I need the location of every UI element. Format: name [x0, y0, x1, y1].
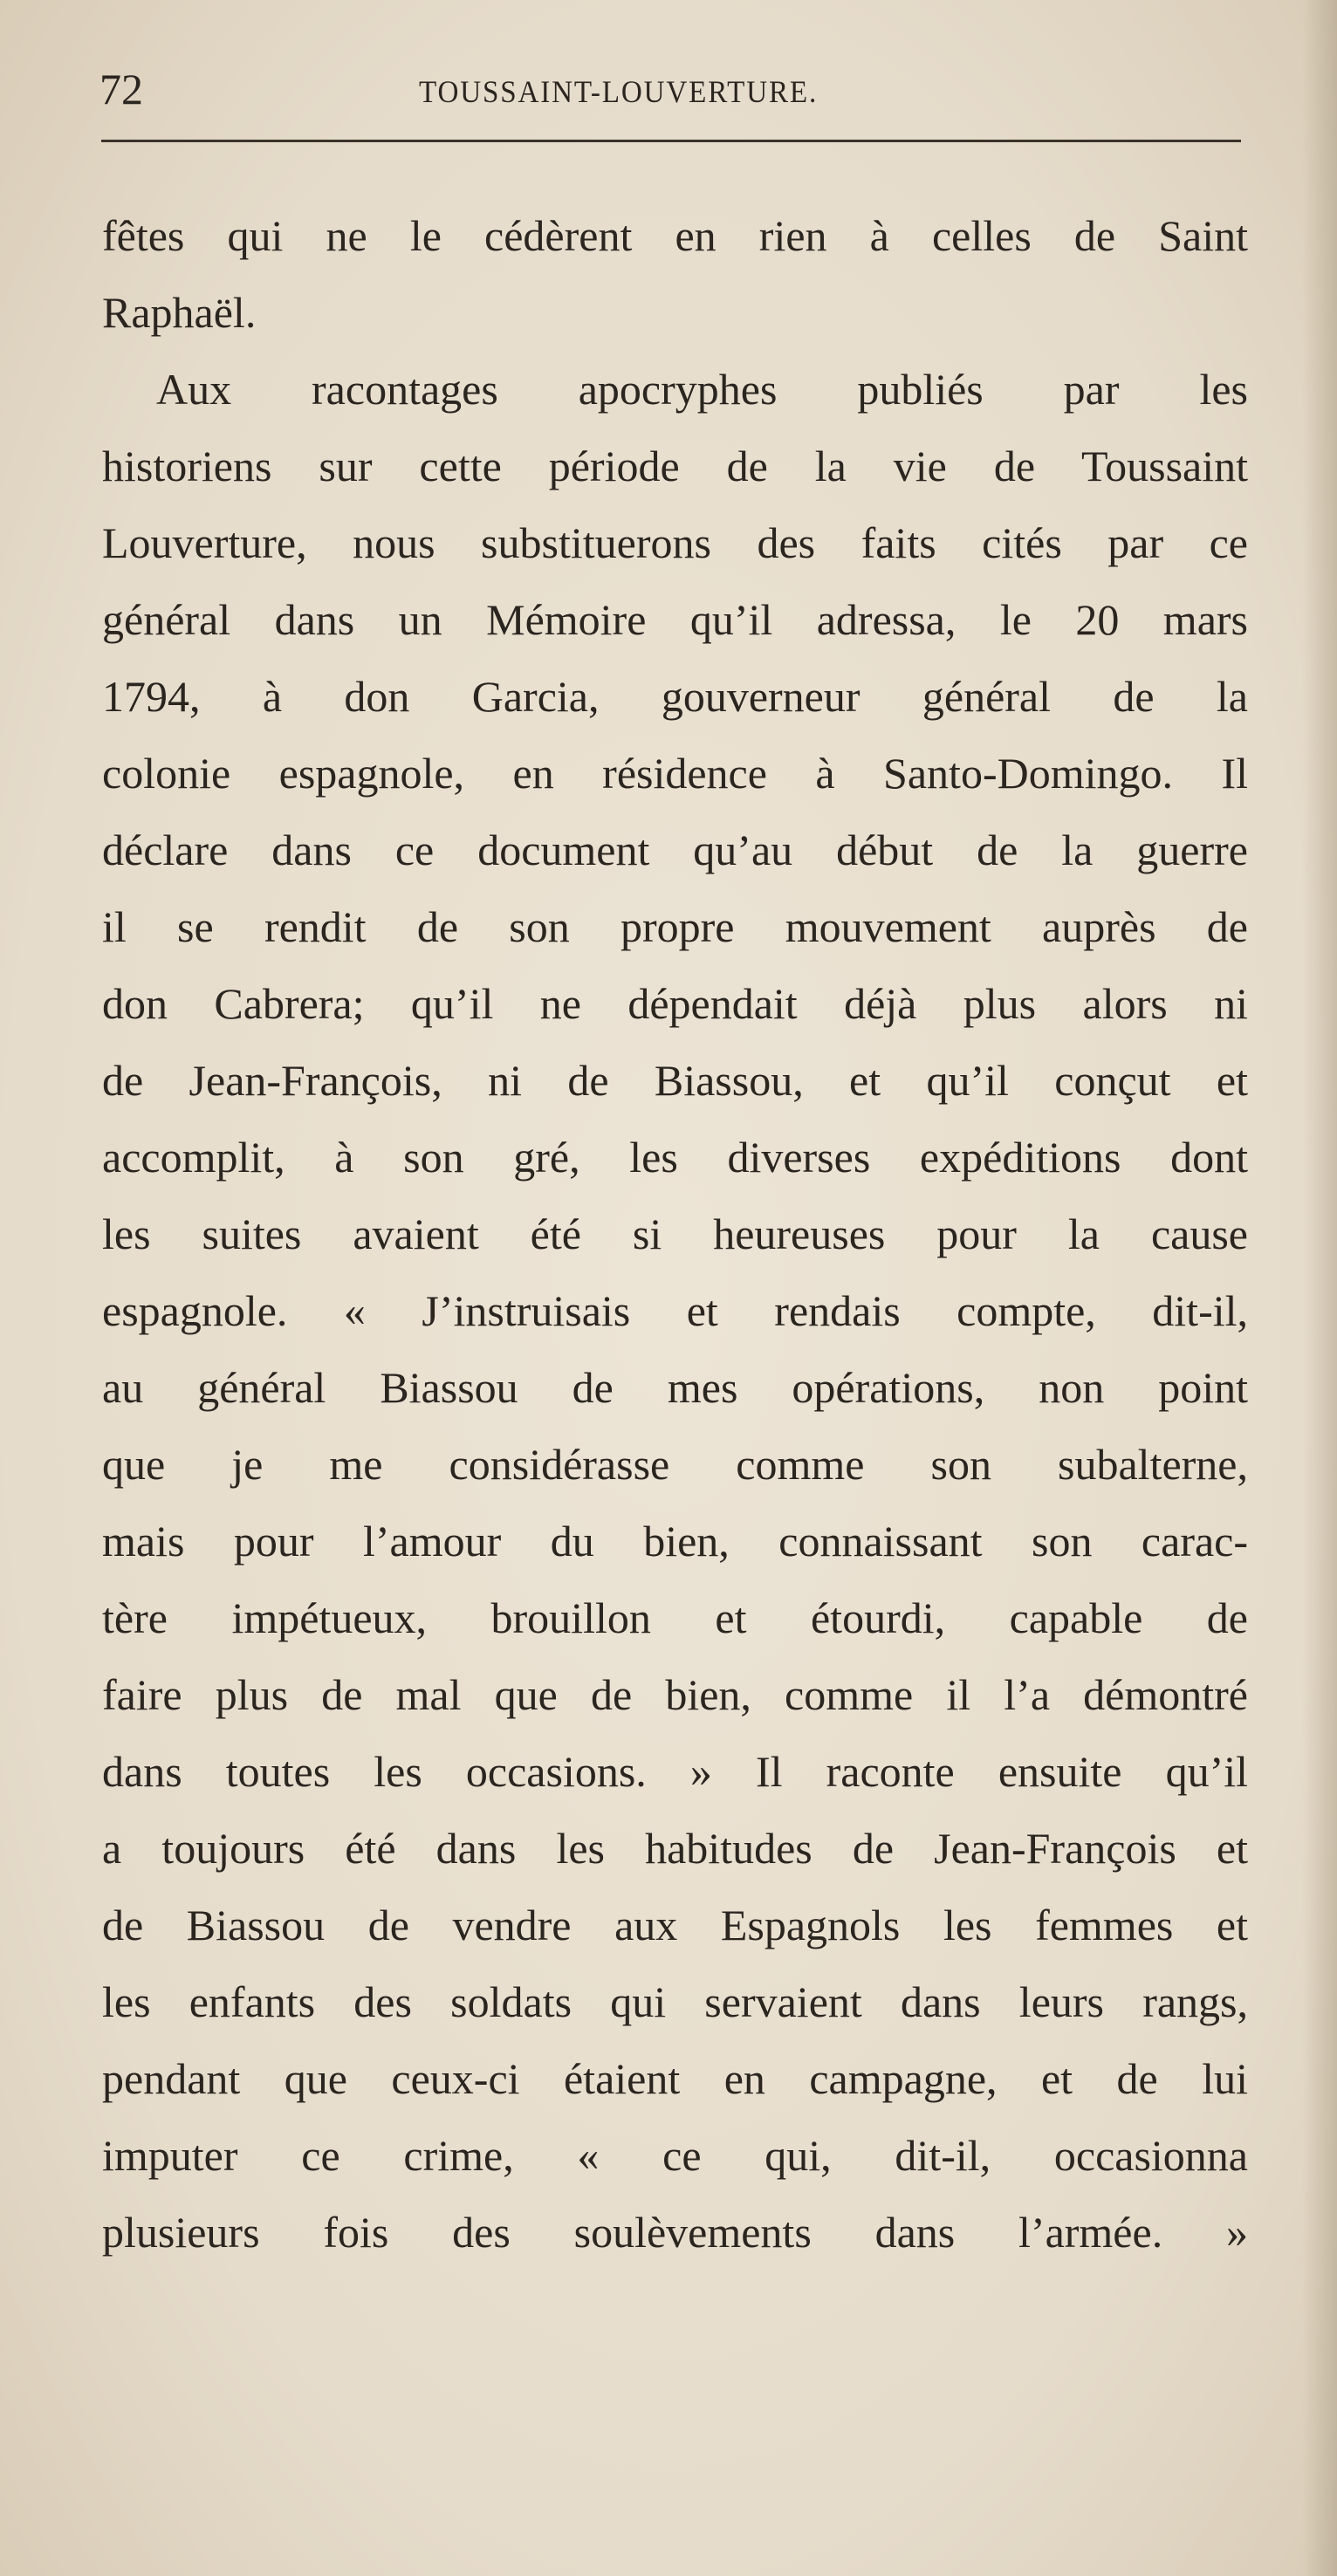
text-line: au général Biassou de mes opérations, non point	[102, 1363, 1248, 1412]
text-line: déclare dans ce document qu’au début de la guerre	[102, 826, 1248, 874]
text-line: Louverture, nous substituerons des faits cités par ce	[102, 518, 1248, 567]
text-line: 1794, à don Garcia, gouverneur général de la	[102, 672, 1248, 721]
header-rule	[101, 140, 1241, 142]
text-line: plusieurs fois des soulèvements dans l’armée. »	[102, 2208, 1248, 2257]
text-line: dans toutes les occasions. » Il raconte ensuite qu’il	[102, 1747, 1248, 1796]
text-line: a toujours été dans les habitudes de Jean-François et	[102, 1824, 1248, 1873]
text-line: don Cabrera; qu’il ne dépendait déjà plus alors ni	[102, 979, 1248, 1028]
page-edge-shadow	[1302, 0, 1337, 2576]
text-line: de Jean-François, ni de Biassou, et qu’il conçut et	[102, 1056, 1248, 1105]
text-line: historiens sur cette période de la vie de Toussaint	[102, 442, 1248, 490]
text-line: faire plus de mal que de bien, comme il l’a démontré	[102, 1670, 1248, 1719]
text-line: pendant que ceux-ci étaient en campagne, et de lui	[102, 2054, 1248, 2103]
text-line: les enfants des soldats qui servaient dans leurs rangs,	[102, 1977, 1248, 2026]
text-line: tère impétueux, brouillon et étourdi, capable de	[102, 1593, 1248, 1642]
text-line: les suites avaient été si heureuses pour la cause	[102, 1209, 1248, 1258]
text-line: accomplit, à son gré, les diverses expéditions dont	[102, 1133, 1248, 1182]
text-line: espagnole. « J’instruisais et rendais compte, dit-il,	[102, 1286, 1248, 1335]
text-line: général dans un Mémoire qu’il adressa, le 20 mars	[102, 595, 1248, 644]
text-line: colonie espagnole, en résidence à Santo-Domingo. Il	[102, 749, 1248, 798]
text-line: mais pour l’amour du bien, connaissant son carac-	[102, 1517, 1248, 1565]
text-line: fêtes qui ne le cédèrent en rien à celles de Saint	[102, 211, 1248, 260]
text-line: Aux racontages apocryphes publiés par les	[156, 365, 1248, 414]
text-line: imputer ce crime, « ce qui, dit-il, occasionna	[102, 2131, 1248, 2180]
text-line: de Biassou de vendre aux Espagnols les femmes et	[102, 1901, 1248, 1949]
running-title: TOUSSAINT-LOUVERTURE.	[419, 74, 819, 109]
text-line: il se rendit de son propre mouvement auprès de	[102, 902, 1248, 951]
text-line: Raphaël.	[102, 288, 257, 337]
page-number: 72	[99, 65, 143, 113]
body-text	[102, 197, 1248, 2271]
text-line: que je me considérasse comme son subalterne,	[102, 1440, 1248, 1489]
